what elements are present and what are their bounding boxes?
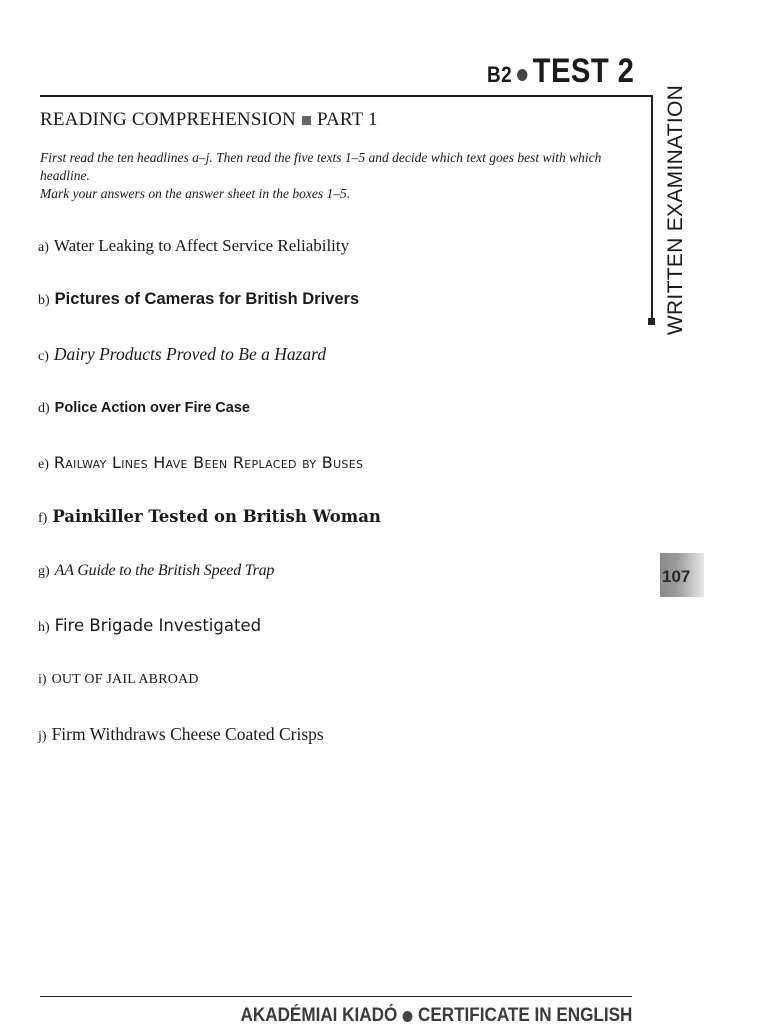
headline-text: Dairy Products Proved to Be a Hazard (53, 344, 327, 364)
headline-text: OUT OF JAIL ABROAD (51, 672, 199, 687)
headline-text: Painkiller Tested on British Woman (52, 507, 381, 526)
written-examination-label: WRITTEN EXAMINATION (664, 84, 687, 336)
headline-a (38, 236, 349, 256)
test-header (487, 52, 634, 91)
headline-text: Water Leaking to Affect Service Reliability (53, 236, 350, 255)
section-part: PART 1 (316, 109, 378, 130)
headline-letter: g) (38, 564, 50, 579)
headline-h (38, 616, 261, 636)
level-label: B2 (486, 62, 512, 87)
headline-letter: e) (38, 457, 49, 472)
headline-letter: b) (38, 293, 50, 308)
test-title: TEST 2 (532, 52, 634, 90)
headline-e (38, 453, 363, 473)
bullet-dot-icon (517, 69, 527, 81)
footer-divider (40, 996, 632, 997)
headline-letter: a) (38, 240, 49, 255)
side-divider (651, 95, 653, 323)
headline-b (38, 290, 359, 309)
section-name: READING COMPREHENSION (40, 109, 296, 130)
headline-j (38, 724, 324, 745)
headline-text: Pictures of Cameras for British Drivers (54, 290, 360, 308)
square-bullet-icon (302, 116, 311, 125)
headline-text: AA Guide to the British Speed Trap (54, 562, 275, 579)
headline-text: Fire Brigade Investigated (54, 616, 262, 635)
headline-i (38, 672, 199, 688)
headline-letter: f) (38, 511, 48, 526)
headline-letter: j) (38, 729, 47, 744)
headline-letter: d) (38, 401, 50, 416)
headline-f (38, 507, 381, 527)
headline-letter: h) (38, 620, 50, 635)
headline-d (38, 400, 250, 417)
header-divider (40, 95, 652, 97)
instructions-line: Mark your answers on the answer sheet in the boxes 1–5. (40, 186, 351, 201)
instructions-line: First read the ten headlines a–j. Then read the five texts 1–5 and decide which text goes best with which headline. (40, 150, 602, 183)
headline-text: Police Action over Fire Case (54, 400, 250, 416)
instructions (40, 149, 644, 203)
publisher-name: AKADÉMIAI KIADÓ (240, 1005, 397, 1026)
headline-letter: i) (38, 672, 47, 687)
page-number: 107 (662, 567, 691, 586)
headline-letter: c) (38, 349, 49, 364)
headline-text: Firm Withdraws Cheese Coated Crisps (51, 724, 324, 744)
section-title (40, 109, 378, 131)
headline-g (38, 562, 274, 580)
bullet-dot-icon (402, 1011, 412, 1022)
headline-text: Railway Lines Have Been Replaced by Buses (53, 453, 364, 472)
series-name: CERTIFICATE IN ENGLISH (417, 1005, 632, 1026)
headline-c (38, 344, 326, 365)
divider-end-marker (648, 318, 655, 325)
